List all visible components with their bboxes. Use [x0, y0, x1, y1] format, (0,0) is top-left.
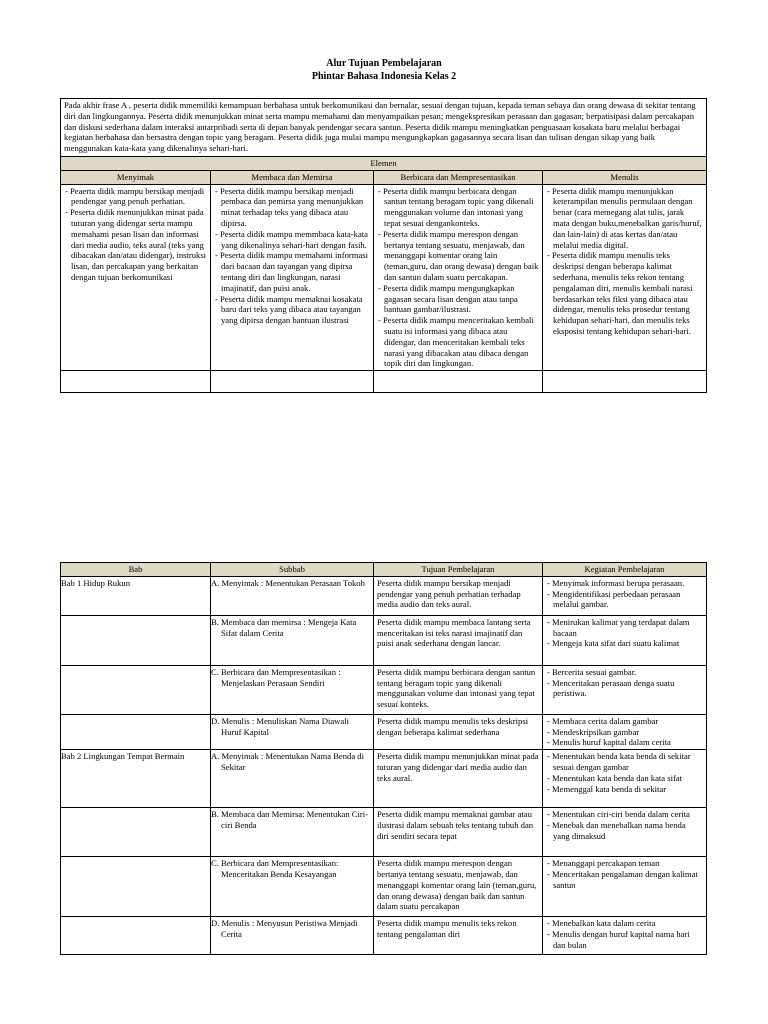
- subbab-cell: C. Berbicara dan Mempresentasikan : Menjelaskan Perasaan Sendiri: [211, 665, 374, 714]
- list-item: - Peserta didik mampu bersikap menjadi pembaca dan pemirsa yang menunjukkan minat terhadap teks yang dibaca atau dipirsa.: [214, 186, 370, 229]
- tujuan-cell: Peserta didik mampu bersikap menjadi pendengar yang penuh perhatian terhadap media audio dan teks aural.: [374, 576, 543, 615]
- elemen-header: Elemen: [61, 156, 707, 170]
- elemen-cell-membaca: [211, 184, 374, 371]
- subbab-cell: C. Berbicara dan Mempresentasikan: Menceritakan Benda Kesayangan: [211, 857, 374, 917]
- empty-cell: [61, 371, 211, 393]
- kegiatan-cell: [543, 750, 707, 808]
- list-item: - Menirukan kalimat yang terdapat dalam bacaan: [546, 617, 703, 639]
- bab-cell: [61, 665, 211, 714]
- list-item: - Menulis dengan huruf kapital nama hari dan bulan: [546, 929, 703, 951]
- empty-cell: [374, 371, 543, 393]
- list-item: - Menebalkan kata dalam cerita: [546, 918, 703, 929]
- header-menyimak: Menyimak: [61, 170, 211, 184]
- bab-table: [60, 562, 707, 955]
- header-membaca-memirsa: Membaca dan Memirsa: [211, 170, 374, 184]
- subbab-cell: B. Membaca dan Memirsa: Menentukan Ciri-ciri Benda: [211, 808, 374, 857]
- bab-cell: Bab 1 Hidup Rukun: [61, 576, 211, 615]
- kegiatan-cell: [543, 714, 707, 749]
- list-item: - Peserta didik mampu menulis teks deskripsi dengan beberapa kalimat sederhana, menulis teks rekon tentang pengalaman diri, menulis kembali narasi berdasarkan teks fiksi yang dibaca atau didengar, menulis teks prosedur tentang kehidupan sehari-hari, dan menulis teks eksposisi tentang kehidupan sehari-hari.: [546, 250, 703, 336]
- document-title: Alur Tujuan Pembelajaran: [326, 58, 442, 69]
- tujuan-cell: Peserta didik mampu berbicara dengan santun tentang beragam topic yang dikenali menggunakan volume dan intonasi yang tepat sesuai konteks.: [374, 665, 543, 714]
- list-item: - Mengeja kata sifat dari suatu kalimat: [546, 638, 703, 649]
- bab-cell: [61, 714, 211, 749]
- elemen-cell-menulis: [543, 184, 707, 371]
- list-item: - Peaerta didik mampu bersikap menjadi pendengar yang penuh perhatian.: [64, 186, 207, 208]
- table-row: [61, 750, 707, 808]
- kegiatan-cell: [543, 808, 707, 857]
- kegiatan-cell: [543, 665, 707, 714]
- list-item: - Memenggal kata benda di sekitar: [546, 784, 703, 795]
- empty-cell: [211, 371, 374, 393]
- list-item: - Menentukan ciri-ciri benda dalam cerita: [546, 809, 703, 820]
- bab-cell: [61, 857, 211, 917]
- list-item: - Menyimak informasi berupa perasaan.: [546, 578, 703, 589]
- list-item: - Menceritakan pengalaman dengan kalimat santun: [546, 869, 703, 891]
- tujuan-cell: Peserta didik mampu membaca lantang serta menceritakan isi teks narasi imajinatif dan puisi anak sederhana dengan lancar.: [374, 615, 543, 665]
- table-row: [61, 917, 707, 955]
- list-item: - Peserta didik mampu merespon dengan bertanya tentang sesuatu, menjawab, dan menanggapi komentar orang lain (teman,guru, dan orang dewasa) dengan baik dan santun dalam suatu percakapan.: [377, 229, 539, 283]
- header-subbab: Subbab: [211, 563, 374, 577]
- tujuan-cell: Peserta didik mampu menulis teks deskripsi dengan beberapa kalimat sederhana: [374, 714, 543, 749]
- list-item: - Mengidentifikasi perbedaan perasaan melalui gambar.: [546, 589, 703, 611]
- list-item: - Peserta didik mampu menunjukkan keterampilan menulis permulaan dengan benar (cara memegang alat tulis, jarak mata dengan buku,menebalkan garis/huruf, dan lain-lain) di atas kertas dan/atau melalui media digital.: [546, 186, 703, 251]
- list-item: - Membaca cerita dalam gambar: [546, 716, 703, 727]
- elemen-table: [60, 98, 707, 393]
- bab-cell: [61, 615, 211, 665]
- kegiatan-cell: [543, 576, 707, 615]
- tujuan-cell: Peserta didik mampu merespon dengan bertanya tentang sesuatu, menjawab, dan menanggapi komentar orang lain (teman,guru, dan orang dewasa) dengan baik dan santun dalam suatu percakapan: [374, 857, 543, 917]
- list-item: - Peserta didik mampu memmbaca kata-kata yang dikenalinya sehari-hari dengan fasih.: [214, 229, 370, 251]
- header-berbicara: Berbicara dan Mempresentasikan: [374, 170, 543, 184]
- header-bab: Bab: [61, 563, 211, 577]
- list-item: - Bercerita sesuai gambar.: [546, 667, 703, 678]
- list-item: - Menanggapi percakapan teman: [546, 858, 703, 869]
- intro-paragraph: Pada akhir frase A , peserta didik mmemiliki kemampuan berbahasa untuk berkomunikasi dan bernalar, sesuai dengan tujuan, kepada teman sebaya dan orang dewasa di sekitar tentang diri dan lingkungannya. Peserta didik menunjukkan minat serta mampu memahami dan menyampaikan pesan; mengekspresikan perasaan dan gagasan; berpatisipasi dalam percakapan dan diskusi sederhana dalam interaksi antarpribadi serta di depan banyak pendengar secara santun. Peserta didik mampu meningkatkan penguasaan kosakata baru melalui berbagai kegiatan berbahasa dan bersastra dengan topic yang beragam. Peserta didik juga mulai mampu mengungkapkan gagasannya secara lisan dan tulisan dengan sikap yang baik menggunakan kata-kata yang dikenalinya sehari-hari.: [61, 99, 707, 157]
- list-item: - Menentukan benda kata benda di sekitar sesuai dengan gambar: [546, 751, 703, 773]
- tujuan-cell: Peserta didik mampu menulis teks rekon tentang pengalaman diri: [374, 917, 543, 955]
- bab-cell: [61, 917, 211, 955]
- table-row: [61, 665, 707, 714]
- subbab-cell: A. Menyimak : Menentukan Nama Benda di Sekitar: [211, 750, 374, 808]
- header-kegiatan: Kegiatan Pembelajaran: [543, 563, 707, 577]
- subbab-cell: A. Menyimak : Menentukan Perasaan Tokoh: [211, 576, 374, 615]
- list-item: - Peserta didik mampu menceritakan kembali suatu isi informasi yang dibaca atau didengar, dan menceritakan kembali teks narasi yang dibacakan atau dibaca dengan topik diri dan lingkungan.: [377, 315, 539, 369]
- table-row: [61, 576, 707, 615]
- list-item: - Menulis huruf kapital dalam cerita: [546, 737, 703, 748]
- empty-cell: [543, 371, 707, 393]
- list-item: - Menentukan kata benda dan kata sifat: [546, 773, 703, 784]
- tujuan-cell: Peserta didik mampu memaknai gambar atau ilustrasi dalam sebuah teks tentang tubuh dan diri sendiri secara tepat: [374, 808, 543, 857]
- kegiatan-cell: [543, 857, 707, 917]
- list-item: - Menebak dan menebalkan nama benda yang dimaksud: [546, 820, 703, 842]
- table-row: [61, 615, 707, 665]
- table-row: [61, 714, 707, 749]
- table-row: [61, 808, 707, 857]
- elemen-cell-menyimak: [61, 184, 211, 371]
- document-subtitle: Phintar Bahasa Indonesia Kelas 2: [311, 71, 457, 82]
- elemen-cell-berbicara: [374, 184, 543, 371]
- table-row: [61, 857, 707, 917]
- list-item: - Peserta didik mampu memahami informasi dari bacaan dan tayangan yang dipirsa tentang diri dan lingkungan, narasi imajinatif, dan puisi anak.: [214, 250, 370, 293]
- list-item: - Peserta didik mampu berbicara dengan santun tentang beragam topic yang dikenali menggunakan volume dan intonasi yang tepat sesuai dengankonteks.: [377, 186, 539, 229]
- tujuan-cell: Peserta didik mampu menunjukkan minat pada tuturan yang didengar dari media audio dan teks aural.: [374, 750, 543, 808]
- list-item: - Mendeskripsikan gambar: [546, 727, 703, 738]
- header-menulis: Menulis: [543, 170, 707, 184]
- list-item: - Peserta didik mampu memaknai kosakata baru dari teks yang dibaca atau tayangan yang dipirsa dengan bantuan ilustrasi: [214, 294, 370, 326]
- bab-cell: Bab 2 Lingkungan Tempat Bermain: [61, 750, 211, 808]
- kegiatan-cell: [543, 917, 707, 955]
- list-item: - Menceritakan perasaan denga suatu peristiwa.: [546, 678, 703, 700]
- list-item: - Peserta didik mampu mengungkapkan gagasan secara lisan dengan atau tanpa bantuan gambar/ilustrasi.: [377, 283, 539, 315]
- subbab-cell: D. Menulis : Menyusun Peristiwa Menjadi Cerita: [211, 917, 374, 955]
- subbab-cell: D. Menulis : Menuliskan Nama Diawali Huruf Kapital: [211, 714, 374, 749]
- subbab-cell: B. Membaca dan memirsa : Mengeja Kata Sifat dalam Cerita: [211, 615, 374, 665]
- list-item: - Peserta didik menunjukkan minat pada tuturan yang didengar serta mampu memahami pesan lisan dan informasi dari media audio, teks aural (teks yang dibacakan dan/atau didengar), instruksi lisan, dan percakapan yang berkaitan dengan tujuan berkomunikasi: [64, 207, 207, 283]
- bab-cell: [61, 808, 211, 857]
- kegiatan-cell: [543, 615, 707, 665]
- header-tujuan: Tujuan Pembelajaran: [374, 563, 543, 577]
